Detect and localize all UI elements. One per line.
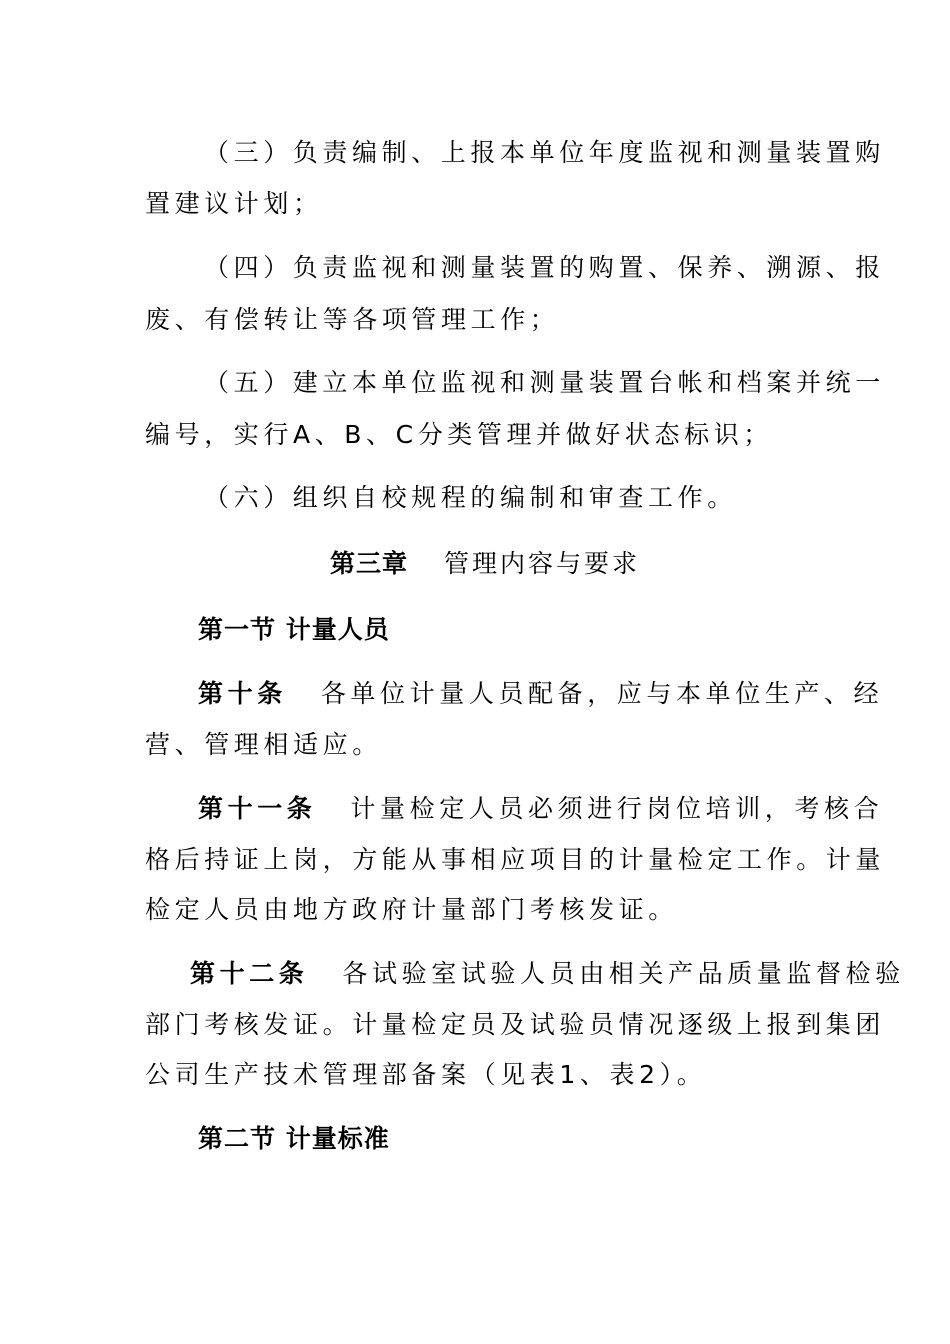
article-12-text: 各试验室试验人员由相关产品质量监督检验 [342, 959, 905, 988]
article-11-line-2: 格后持证上岗，方能从事相应项目的计量检定工作。计量 [145, 845, 886, 874]
article-12-line-1 [190, 958, 905, 990]
item-3-line-2: 置建议计划； [145, 189, 323, 218]
item-6-line-1: （六）组织自校规程的编制和审查工作。 [204, 483, 737, 512]
article-12-label: 第十二条 [190, 959, 309, 988]
item-5-line-1: （五）建立本单位监视和测量装置台帐和档案并统一 [204, 368, 885, 397]
article-11-label: 第十一条 [198, 794, 317, 823]
article-12-line-2: 部门考核发证。计量检定员及试验员情况逐级上报到集团 [145, 1010, 886, 1039]
item-4-line-2: 废、有偿转让等各项管理工作； [145, 305, 560, 334]
item-4-line-1: （四）负责监视和测量装置的购置、保养、溯源、报 [204, 253, 885, 282]
article-10-line-2: 营、管理相适应。 [145, 730, 382, 759]
item-3-line-1: （三）负责编制、上报本单位年度监视和测量装置购 [204, 138, 885, 167]
section-1-heading: 第一节 计量人员 [198, 615, 390, 644]
article-11-line-1 [198, 793, 883, 825]
chapter-heading [330, 548, 640, 580]
article-12-line-3: 公司生产技术管理部备案（见表1、表2）。 [145, 1060, 707, 1089]
article-10-line-1 [198, 678, 883, 710]
chapter-title: 管理内容与要求 [444, 549, 641, 578]
article-10-label: 第十条 [198, 679, 287, 708]
section-2-heading: 第二节 计量标准 [198, 1124, 390, 1153]
article-11-line-3: 检定人员由地方政府计量部门考核发证。 [145, 895, 678, 924]
article-11-text: 计量检定人员必须进行岗位培训，考核合 [350, 794, 884, 823]
item-5-line-2: 编号，实行A、B、C分类管理并做好状态标识； [145, 420, 773, 449]
article-10-text: 各单位计量人员配备，应与本单位生产、经 [320, 679, 884, 708]
chapter-number: 第三章 [330, 549, 409, 578]
